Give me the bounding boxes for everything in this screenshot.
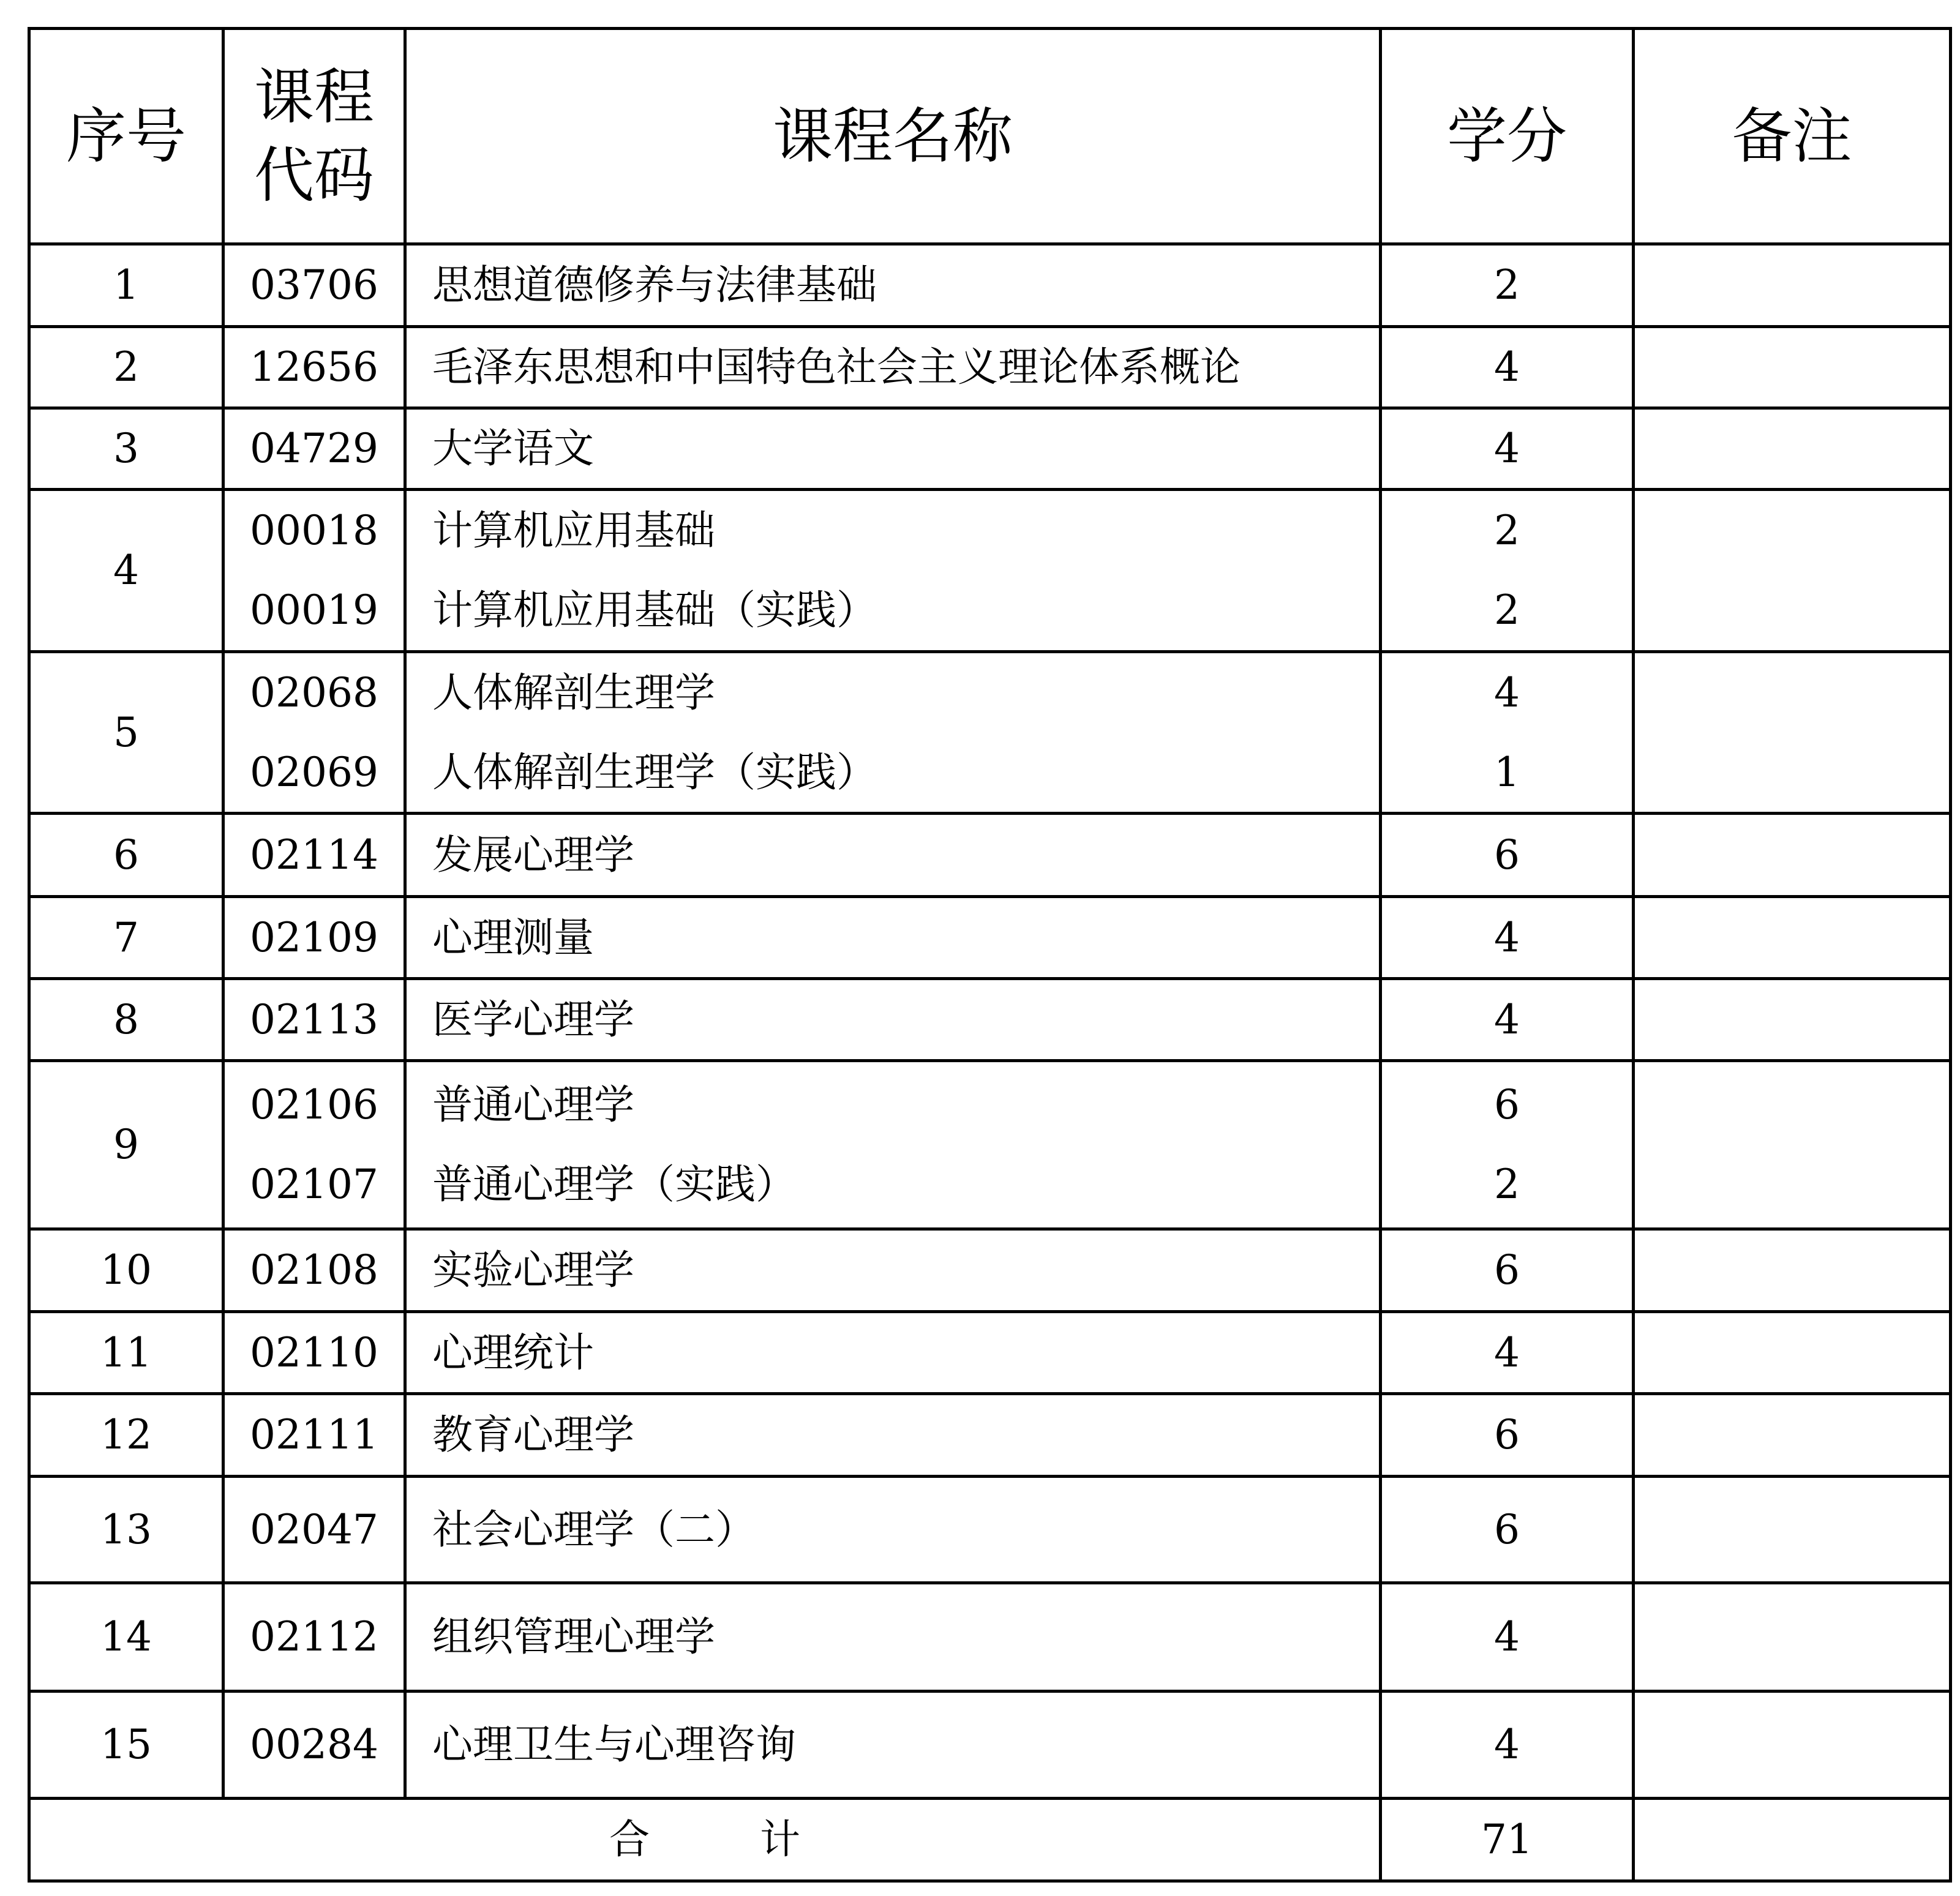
course-name: 思想道德修养与法律基础 xyxy=(432,261,877,309)
cell-seq: 5 xyxy=(29,652,223,814)
course-credits: 2 xyxy=(1494,586,1520,634)
cell-seq: 7 xyxy=(29,897,223,979)
cell-name xyxy=(405,490,1381,652)
cell-credits xyxy=(1381,327,1634,408)
course-name: 组织管理心理学 xyxy=(432,1613,715,1660)
course-credits: 1 xyxy=(1494,748,1520,796)
course-code: 02069 xyxy=(250,748,378,796)
cell-seq: 11 xyxy=(29,1312,223,1394)
cell-remarks xyxy=(1634,1692,1951,1799)
course-name: 教育心理学 xyxy=(432,1411,634,1458)
course-name: 大学语文 xyxy=(432,425,594,472)
cell-code xyxy=(223,979,405,1061)
cell-name xyxy=(405,1477,1381,1583)
header-seq: 序号 xyxy=(29,29,223,244)
cell-code xyxy=(223,897,405,979)
cell-code xyxy=(223,327,405,408)
cell-name xyxy=(405,1692,1381,1799)
course-name: 普通心理学 xyxy=(432,1081,634,1128)
course-code: 00019 xyxy=(250,586,378,634)
cell-credits xyxy=(1381,1583,1634,1692)
course-table xyxy=(28,27,1952,1883)
cell-code xyxy=(223,1477,405,1583)
cell-seq: 1 xyxy=(29,244,223,327)
course-name: 社会心理学（二） xyxy=(432,1505,756,1553)
table-row xyxy=(29,1229,1951,1312)
cell-credits xyxy=(1381,1477,1634,1583)
header-code-line2: 代码 xyxy=(253,140,374,211)
cell-credits xyxy=(1381,1394,1634,1477)
table-row xyxy=(29,652,1951,814)
cell-remarks xyxy=(1634,490,1951,652)
cell-code xyxy=(223,652,405,814)
course-name: 普通心理学（实践） xyxy=(432,1161,796,1208)
course-code: 02107 xyxy=(250,1161,378,1208)
cell-credits xyxy=(1381,979,1634,1061)
cell-seq: 3 xyxy=(29,408,223,490)
cell-seq: 2 xyxy=(29,327,223,408)
cell-remarks xyxy=(1634,408,1951,490)
header-code-line1: 课程 xyxy=(253,62,374,132)
course-credits: 4 xyxy=(1494,995,1520,1043)
course-code: 02111 xyxy=(250,1411,378,1458)
course-code: 02110 xyxy=(250,1328,378,1376)
cell-credits xyxy=(1381,1692,1634,1799)
cell-code xyxy=(223,1312,405,1394)
header-code xyxy=(223,29,405,244)
cell-seq: 8 xyxy=(29,979,223,1061)
course-credits: 6 xyxy=(1494,1411,1520,1458)
course-credits: 2 xyxy=(1494,1161,1520,1208)
course-name: 发展心理学 xyxy=(432,831,634,879)
header-credits: 学分 xyxy=(1381,29,1634,244)
course-code: 12656 xyxy=(250,343,378,391)
table-row xyxy=(29,1583,1951,1692)
course-credits: 6 xyxy=(1494,1246,1520,1294)
cell-code xyxy=(223,1229,405,1312)
cell-credits xyxy=(1381,1229,1634,1312)
cell-seq: 10 xyxy=(29,1229,223,1312)
table-row xyxy=(29,1692,1951,1799)
table-row xyxy=(29,1312,1951,1394)
course-credits: 4 xyxy=(1494,669,1520,716)
cell-remarks xyxy=(1634,244,1951,327)
cell-seq: 12 xyxy=(29,1394,223,1477)
course-code: 02106 xyxy=(250,1081,378,1128)
cell-remarks xyxy=(1634,652,1951,814)
total-row xyxy=(29,1799,1951,1881)
cell-credits xyxy=(1381,1312,1634,1394)
table-body xyxy=(29,244,1951,1799)
header-remarks: 备注 xyxy=(1634,29,1951,244)
cell-remarks xyxy=(1634,979,1951,1061)
table-row xyxy=(29,897,1951,979)
cell-name xyxy=(405,897,1381,979)
table-row xyxy=(29,490,1951,652)
cell-credits xyxy=(1381,408,1634,490)
course-credits: 6 xyxy=(1494,1505,1520,1553)
cell-remarks xyxy=(1634,327,1951,408)
cell-remarks xyxy=(1634,897,1951,979)
course-code: 02068 xyxy=(250,669,378,716)
cell-seq: 14 xyxy=(29,1583,223,1692)
course-code: 02108 xyxy=(250,1246,378,1294)
cell-name xyxy=(405,979,1381,1061)
cell-name xyxy=(405,408,1381,490)
course-code: 02047 xyxy=(250,1505,378,1553)
header-name: 课程名称 xyxy=(405,29,1381,244)
cell-remarks xyxy=(1634,814,1951,897)
cell-code xyxy=(223,1583,405,1692)
cell-seq: 9 xyxy=(29,1061,223,1229)
cell-name xyxy=(405,1583,1381,1692)
course-name: 人体解剖生理学 xyxy=(432,669,715,716)
cell-credits xyxy=(1381,652,1634,814)
table-row xyxy=(29,327,1951,408)
cell-code xyxy=(223,1394,405,1477)
total-label: 合计 xyxy=(29,1799,1381,1881)
cell-name xyxy=(405,814,1381,897)
table-row xyxy=(29,408,1951,490)
course-code: 03706 xyxy=(250,261,378,309)
course-name: 毛泽东思想和中国特色社会主义理论体系概论 xyxy=(432,343,1241,391)
cell-code xyxy=(223,1061,405,1229)
cell-code xyxy=(223,814,405,897)
table-row xyxy=(29,1394,1951,1477)
cell-remarks xyxy=(1634,1583,1951,1692)
course-code: 04729 xyxy=(250,425,378,472)
table-row xyxy=(29,1477,1951,1583)
course-name: 心理统计 xyxy=(432,1328,594,1376)
course-credits: 4 xyxy=(1494,425,1520,472)
cell-credits xyxy=(1381,490,1634,652)
table-row xyxy=(29,244,1951,327)
course-credits: 6 xyxy=(1494,1081,1520,1128)
cell-name xyxy=(405,1394,1381,1477)
cell-code xyxy=(223,1692,405,1799)
cell-name xyxy=(405,1229,1381,1312)
course-credits: 4 xyxy=(1494,1328,1520,1376)
cell-code xyxy=(223,408,405,490)
cell-remarks xyxy=(1634,1312,1951,1394)
course-code: 00284 xyxy=(250,1721,378,1768)
course-code: 02112 xyxy=(250,1613,378,1660)
course-credits: 2 xyxy=(1494,261,1520,309)
cell-name xyxy=(405,1312,1381,1394)
course-name: 人体解剖生理学（实践） xyxy=(432,748,877,796)
course-credits: 4 xyxy=(1494,913,1520,961)
header-row xyxy=(29,29,1951,244)
table-row xyxy=(29,1061,1951,1229)
course-code: 02114 xyxy=(250,831,378,879)
cell-remarks xyxy=(1634,1477,1951,1583)
course-name: 计算机应用基础 xyxy=(432,507,715,554)
cell-seq: 6 xyxy=(29,814,223,897)
cell-remarks xyxy=(1634,1394,1951,1477)
cell-remarks xyxy=(1634,1229,1951,1312)
cell-name xyxy=(405,327,1381,408)
total-remarks xyxy=(1634,1799,1951,1881)
course-name: 心理卫生与心理咨询 xyxy=(432,1721,796,1768)
table-row xyxy=(29,814,1951,897)
cell-credits xyxy=(1381,814,1634,897)
cell-name xyxy=(405,244,1381,327)
course-credits: 4 xyxy=(1494,1721,1520,1768)
cell-credits xyxy=(1381,897,1634,979)
course-credits: 4 xyxy=(1494,1613,1520,1660)
course-code: 02109 xyxy=(250,913,378,961)
total-credits: 71 xyxy=(1381,1799,1634,1881)
course-name: 心理测量 xyxy=(432,913,594,961)
cell-remarks xyxy=(1634,1061,1951,1229)
cell-seq: 4 xyxy=(29,490,223,652)
cell-credits xyxy=(1381,1061,1634,1229)
table-row xyxy=(29,979,1951,1061)
course-credits: 4 xyxy=(1494,343,1520,391)
course-credits: 6 xyxy=(1494,831,1520,879)
course-code: 00018 xyxy=(250,507,378,554)
course-credits: 2 xyxy=(1494,507,1520,554)
course-name: 实验心理学 xyxy=(432,1246,634,1294)
cell-name xyxy=(405,1061,1381,1229)
cell-seq: 13 xyxy=(29,1477,223,1583)
course-name: 计算机应用基础（实践） xyxy=(432,586,877,634)
course-code: 02113 xyxy=(250,995,378,1043)
cell-code xyxy=(223,490,405,652)
cell-seq: 15 xyxy=(29,1692,223,1799)
cell-credits xyxy=(1381,244,1634,327)
course-name: 医学心理学 xyxy=(432,995,634,1043)
cell-name xyxy=(405,652,1381,814)
cell-code xyxy=(223,244,405,327)
